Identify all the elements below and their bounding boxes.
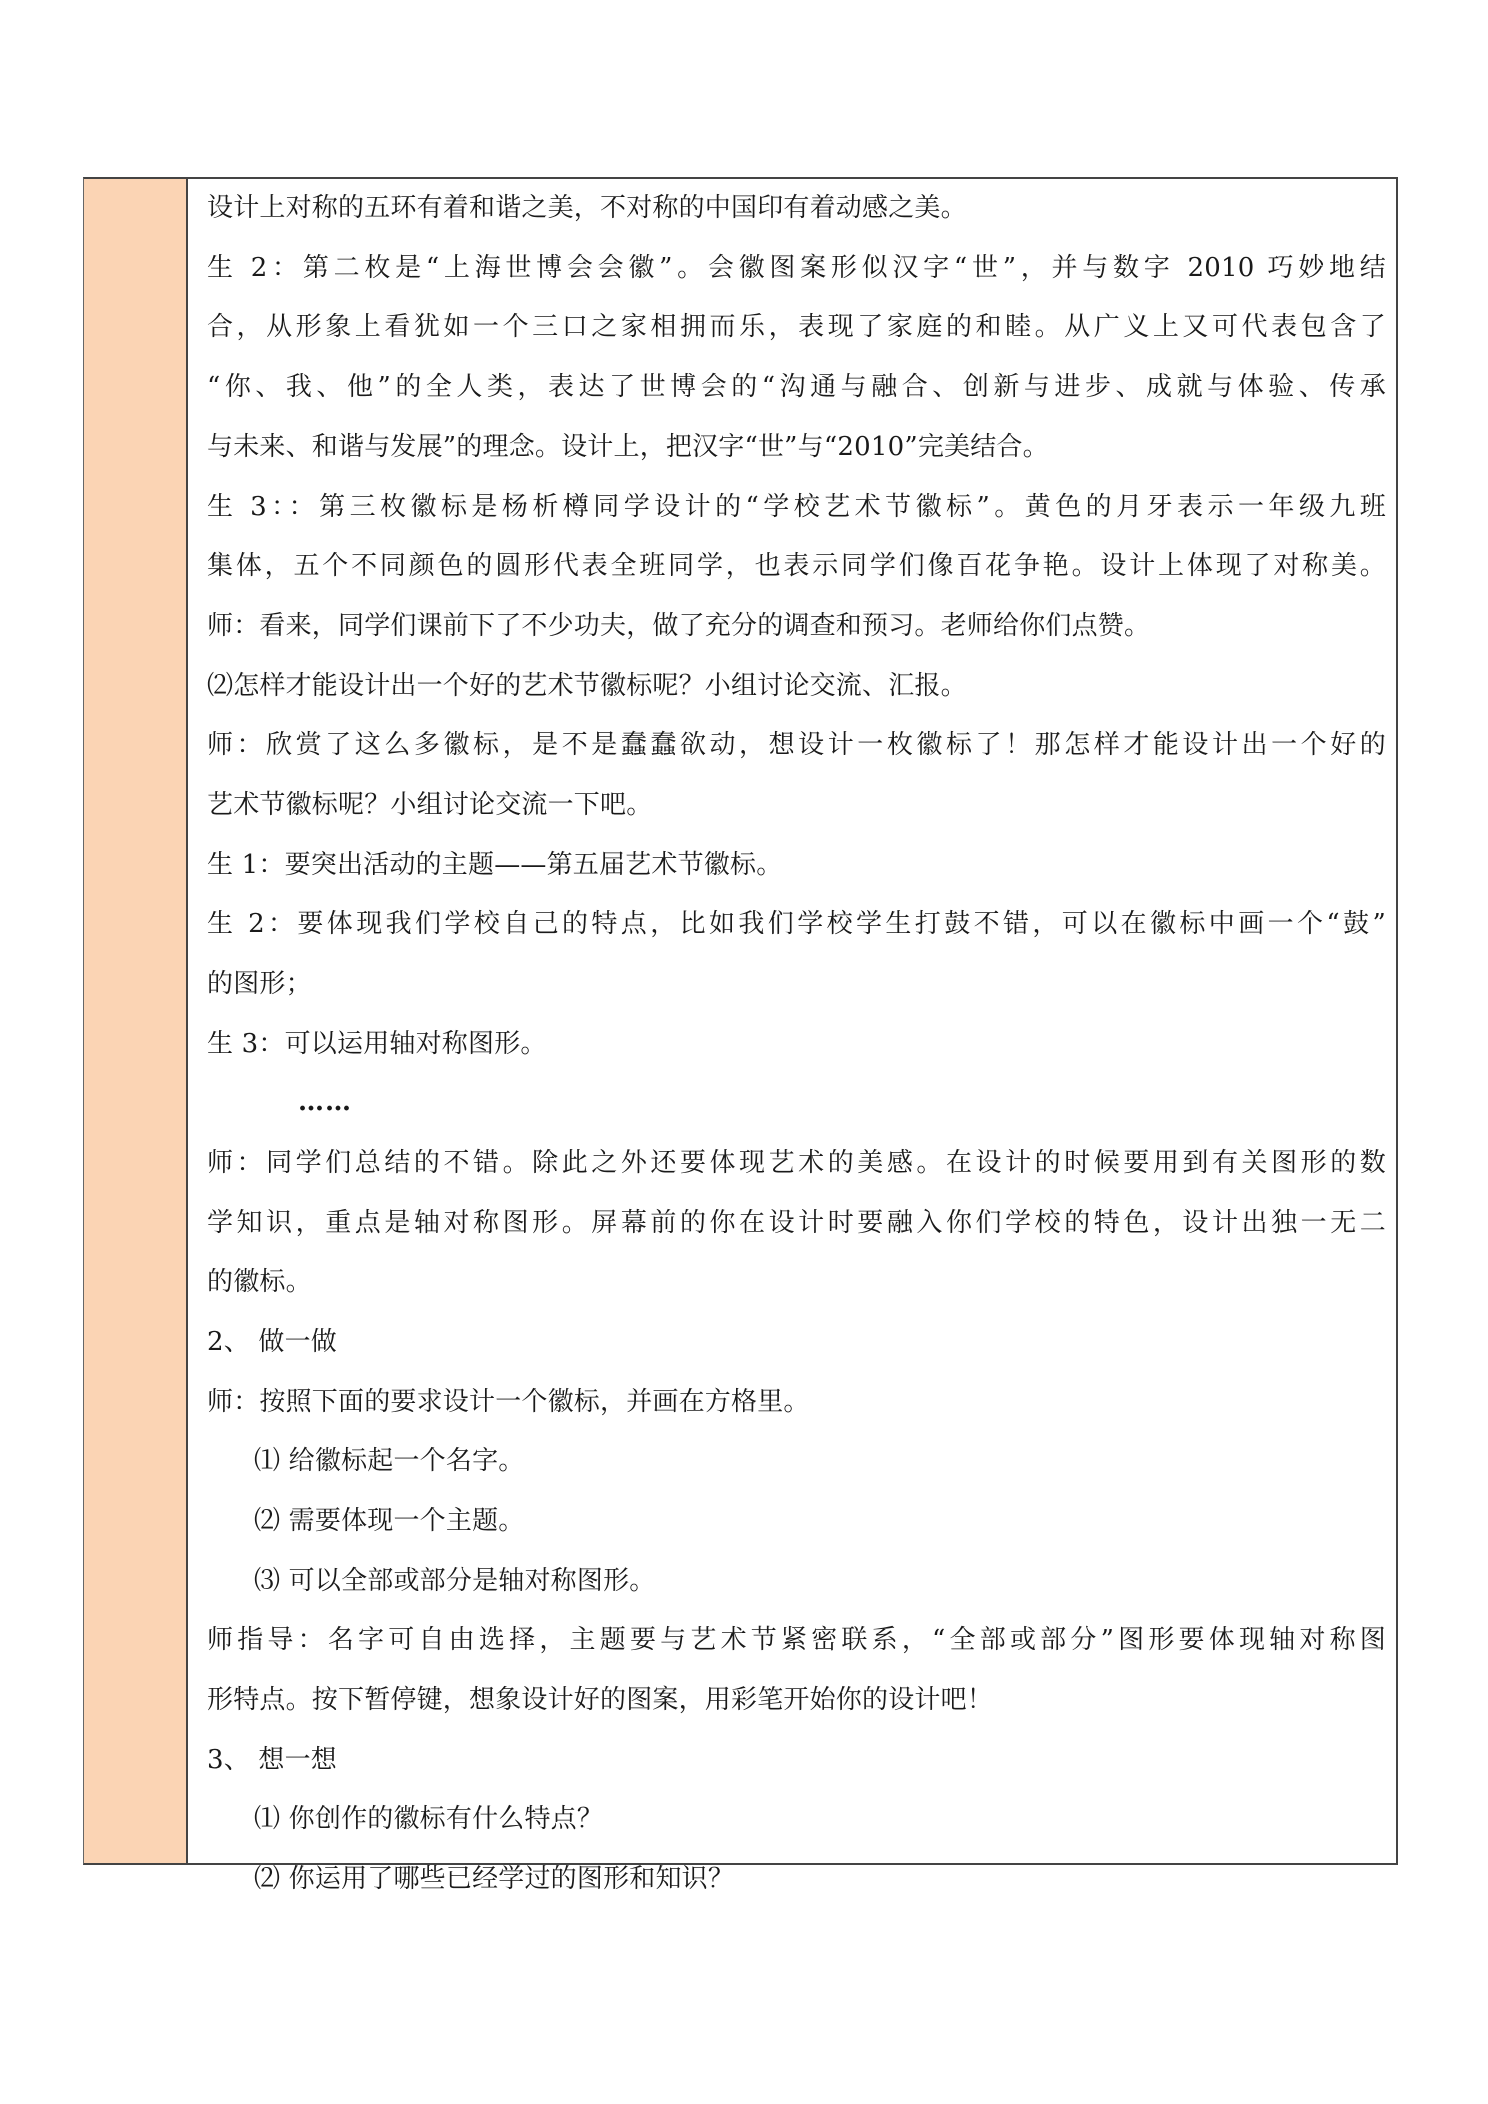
list-item: ⑶ 可以全部或部分是轴对称图形。 [254, 1566, 656, 1596]
text-line: 师：同学们总结的不错。除此之外还要体现艺术的美感。在设计的时候要用到有关图形的数 [207, 1148, 1386, 1178]
text-line: ⑵怎样才能设计出一个好的艺术节徽标呢？小组讨论交流、汇报。 [207, 671, 967, 701]
list-item: ⑴ 给徽标起一个名字。 [254, 1446, 525, 1476]
ellipsis-line: …… [298, 1087, 352, 1117]
list-item: ⑴ 你创作的徽标有什么特点？ [254, 1804, 604, 1834]
text-line: 师：看来，同学们课前下了不少功夫，做了充分的调查和预习。老师给你们点赞。 [207, 611, 1151, 641]
section-heading: 3、 想一想 [207, 1745, 338, 1775]
text-line: 形特点。按下暂停键，想象设计好的图案，用彩笔开始你的设计吧！ [207, 1685, 994, 1715]
text-line: 师：按照下面的要求设计一个徽标，并画在方格里。 [207, 1387, 810, 1417]
text-line: 生 2：第二枚是“上海世博会会徽”。会徽图案形似汉字“世”，并与数字 2010 巧妙地结 [207, 253, 1386, 283]
text-line: 集体，五个不同颜色的圆形代表全班同学，也表示同学们像百花争艳。设计上体现了对称美。 [207, 551, 1386, 581]
text-line: 艺术节徽标呢？小组讨论交流一下吧。 [207, 790, 653, 820]
side-column-cell [84, 179, 188, 1863]
text-line: 生 3：可以运用轴对称图形。 [207, 1029, 547, 1059]
content-cell [188, 179, 1396, 1894]
section-heading: 2、 做一做 [207, 1327, 338, 1357]
list-item: ⑵ 需要体现一个主题。 [254, 1506, 525, 1536]
text-line: 生 3：：第三枚徽标是杨析樽同学设计的“学校艺术节徽标”。黄色的月牙表示一年级九班 [207, 492, 1386, 522]
text-line: 师：欣赏了这么多徽标，是不是蠢蠢欲动，想设计一枚徽标了！那怎样才能设计出一个好的 [207, 730, 1386, 760]
text-line: “你、我、他”的全人类，表达了世博会的“沟通与融合、创新与进步、成就与体验、传承 [207, 372, 1386, 402]
text-line: 与未来、和谐与发展”的理念。设计上，把汉字“世”与“2010”完美结合。 [207, 432, 1049, 462]
text-line: 设计上对称的五环有着和谐之美，不对称的中国印有着动感之美。 [207, 193, 967, 223]
text-line: 生 2：要体现我们学校自己的特点，比如我们学校学生打鼓不错，可以在徽标中画一个“鼓” [207, 909, 1386, 939]
text-line: 的图形； [207, 969, 312, 999]
text-line: 的徽标。 [207, 1267, 312, 1297]
text-line: 生 1：要突出活动的主题——第五届艺术节徽标。 [207, 850, 783, 880]
text-line: 师指导：名字可自由选择，主题要与艺术节紧密联系，“全部或部分”图形要体现轴对称图 [207, 1625, 1386, 1655]
lesson-table [83, 177, 1398, 1894]
text-line: 合，从形象上看犹如一个三口之家相拥而乐，表现了家庭的和睦。从广义上又可代表包含了 [207, 312, 1386, 342]
text-line: 学知识，重点是轴对称图形。屏幕前的你在设计时要融入你们学校的特色，设计出独一无二 [207, 1208, 1386, 1238]
list-item: ⑵ 你运用了哪些已经学过的图形和知识？ [254, 1864, 735, 1894]
